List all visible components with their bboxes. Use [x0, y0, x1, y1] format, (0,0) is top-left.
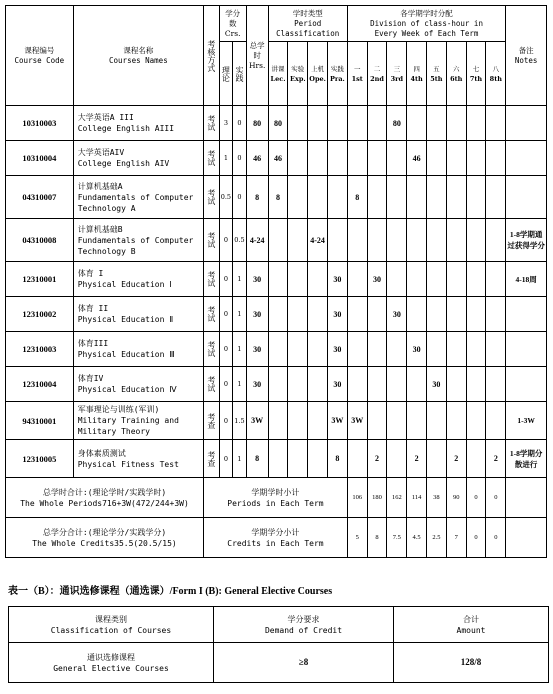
exp-hours: [288, 297, 308, 332]
exam-type: [204, 367, 220, 402]
course-row: [6, 440, 547, 478]
term-1-hours: [347, 297, 367, 332]
course-name-cn: 体育 II: [77, 304, 109, 313]
periods-term-6: 90: [446, 478, 466, 518]
course-note: 4-18周: [506, 262, 547, 297]
lec-hours: [268, 332, 288, 367]
course-name-en: Physical Fitness Test: [77, 459, 179, 469]
pra-hours: 3W: [328, 402, 348, 440]
course-name-cn: 大学英语AIV: [77, 148, 125, 157]
header-exam-type: 考核方式: [204, 6, 220, 106]
ope-hours: [308, 402, 328, 440]
credits-term-6: 7: [446, 518, 466, 558]
header-term-6: 六 6th: [446, 42, 466, 106]
lec-hours: 8: [268, 176, 288, 219]
required-courses-table: [5, 5, 547, 558]
pra-hours: 30: [328, 332, 348, 367]
periods-term-5: 38: [427, 478, 447, 518]
term-3-hours: [387, 141, 407, 176]
course-name-en: Fundamentals of Computer Technology B: [77, 235, 194, 256]
header-term-1: 一 1st: [347, 42, 367, 106]
total-hours: 30: [246, 262, 268, 297]
term-4-hours: [407, 367, 427, 402]
course-note: 1-8学期分散进行: [506, 440, 547, 478]
term-7-hours: [466, 176, 486, 219]
exp-hours: [288, 262, 308, 297]
course-code: 10310003: [6, 106, 74, 141]
term-8-hours: [486, 297, 506, 332]
term-6-hours: [446, 297, 466, 332]
course-row: [6, 141, 547, 176]
practice-credit: 1.5: [233, 402, 247, 440]
exam-type: [204, 176, 220, 219]
term-6-hours: 2: [446, 440, 466, 478]
header-theory: 理论: [219, 42, 233, 106]
credits-term-1: 5: [347, 518, 367, 558]
elective-header-amount: 合计 Amount: [394, 607, 549, 643]
term-7-hours: [466, 262, 486, 297]
exam-type: [204, 219, 220, 262]
course-note: [506, 332, 547, 367]
course-name-cn: 计算机基础A: [77, 181, 123, 191]
term-2-hours: [367, 367, 387, 402]
course-name: [73, 440, 203, 478]
pra-hours: [328, 176, 348, 219]
total-hours: 8: [246, 440, 268, 478]
ope-hours: 4-24: [308, 219, 328, 262]
term-8-hours: [486, 176, 506, 219]
term-8-hours: [486, 402, 506, 440]
total-hours: 4-24: [246, 219, 268, 262]
term-7-hours: [466, 219, 486, 262]
header-term-5: 五 5th: [427, 42, 447, 106]
term-5-hours: [427, 332, 447, 367]
term-5-hours: [427, 176, 447, 219]
course-name: [73, 176, 203, 219]
credits-term-7: 0: [466, 518, 486, 558]
exp-hours: [288, 440, 308, 478]
practice-credit: 0: [233, 176, 247, 219]
course-name-en: College English AIV: [77, 159, 170, 168]
course-name-cn: 体育IV: [77, 374, 104, 383]
course-name: [73, 367, 203, 402]
periods-term-1: 106: [347, 478, 367, 518]
exp-hours: [288, 332, 308, 367]
term-6-hours: [446, 176, 466, 219]
elective-caption: 表一（B）：通识选修课程（通选课）/Form I (B): General Elective Courses: [8, 586, 333, 597]
course-note: 1-8学期通过获得学分: [506, 219, 547, 262]
header-notes: 备注 Notes: [506, 6, 547, 106]
term-6-hours: [446, 262, 466, 297]
elective-header-demand: 学分要求 Demand of Credit: [214, 607, 394, 643]
exam-type-text: 考试: [206, 189, 216, 205]
term-3-hours: [387, 402, 407, 440]
term-7-hours: [466, 106, 486, 141]
term-2-hours: [367, 219, 387, 262]
course-note: [506, 297, 547, 332]
pra-hours: 30: [328, 297, 348, 332]
theory-credit: 0: [219, 402, 233, 440]
course-note: [506, 367, 547, 402]
elective-amount: 128/8: [394, 643, 549, 683]
term-7-hours: [466, 332, 486, 367]
course-row: [6, 262, 547, 297]
term-4-hours: [407, 297, 427, 332]
ope-hours: [308, 367, 328, 402]
header-term-7: 七 7th: [466, 42, 486, 106]
theory-credit: 0.5: [219, 176, 233, 219]
theory-credit: 0: [219, 219, 233, 262]
total-credits-label: 总学分合计:(理论学分/实践学分) The Whole Credits35.5(20.5/15): [6, 518, 204, 558]
total-hours: 30: [246, 367, 268, 402]
pra-hours: 30: [328, 367, 348, 402]
course-name-en: Physical Education Ⅰ: [77, 280, 172, 289]
credits-term-4: 4.5: [407, 518, 427, 558]
header-ope: 上机 Ope.: [308, 42, 328, 106]
total-hours: 46: [246, 141, 268, 176]
term-5-hours: 30: [427, 367, 447, 402]
lec-hours: 46: [268, 141, 288, 176]
elective-header-classification: 课程类别 Classification of Courses: [9, 607, 214, 643]
pra-hours: [328, 219, 348, 262]
course-row: [6, 402, 547, 440]
credits-each-term-label: 学期学分小计 Credits in Each Term: [204, 518, 348, 558]
term-8-hours: [486, 219, 506, 262]
pra-hours: 30: [328, 262, 348, 297]
total-hours: 30: [246, 297, 268, 332]
exp-hours: [288, 367, 308, 402]
exam-type-text: 考试: [206, 150, 216, 166]
term-4-hours: [407, 262, 427, 297]
total-hours-row: [6, 478, 547, 518]
exp-hours: [288, 141, 308, 176]
term-2-hours: [367, 106, 387, 141]
elective-classification: 通识选修课程 General Elective Courses: [9, 643, 214, 683]
term-1-hours: 8: [347, 176, 367, 219]
theory-credit: 3: [219, 106, 233, 141]
course-name-en: Fundamentals of Computer Technology A: [77, 192, 194, 213]
term-8-hours: [486, 367, 506, 402]
term-1-hours: [347, 141, 367, 176]
term-1-hours: [347, 106, 367, 141]
exam-type-text: 考试: [206, 306, 216, 322]
total-hours: 8: [246, 176, 268, 219]
exam-type-text: 考试: [206, 271, 216, 287]
term-5-hours: [427, 297, 447, 332]
course-name-cn: 军事理论与训练(军训): [77, 405, 160, 414]
term-1-hours: [347, 367, 367, 402]
theory-credit: 0: [219, 367, 233, 402]
term-1-hours: [347, 440, 367, 478]
term-5-hours: [427, 262, 447, 297]
practice-credit: 1: [233, 440, 247, 478]
course-note: 1-3W: [506, 402, 547, 440]
term-6-hours: [446, 219, 466, 262]
course-row: [6, 176, 547, 219]
course-code: 12310001: [6, 262, 74, 297]
term-4-hours: 30: [407, 332, 427, 367]
term-4-hours: [407, 402, 427, 440]
total-hours: 30: [246, 332, 268, 367]
ope-hours: [308, 106, 328, 141]
periods-term-2: 180: [367, 478, 387, 518]
pra-hours: [328, 106, 348, 141]
term-3-hours: [387, 367, 407, 402]
ope-hours: [308, 440, 328, 478]
term-7-hours: [466, 440, 486, 478]
term-2-hours: [367, 176, 387, 219]
practice-credit: 1: [233, 297, 247, 332]
exam-type-text: 考试: [206, 232, 216, 248]
total-hours-label: 总学时合计:(理论学时/实践学时) The Whole Periods716+3W(472/244+3W): [6, 478, 204, 518]
course-note: [506, 176, 547, 219]
term-7-hours: [466, 141, 486, 176]
exp-hours: [288, 106, 308, 141]
exp-hours: [288, 402, 308, 440]
ope-hours: [308, 176, 328, 219]
course-note: [506, 141, 547, 176]
course-name: [73, 262, 203, 297]
exam-type-text: 考查: [206, 412, 216, 429]
term-6-hours: [446, 402, 466, 440]
exam-type-text: 考试: [206, 376, 216, 392]
exam-type: [204, 402, 220, 440]
periods-term-8: 0: [486, 478, 506, 518]
term-4-hours: [407, 176, 427, 219]
course-name-en: Physical Education Ⅳ: [77, 385, 177, 394]
term-3-hours: [387, 219, 407, 262]
ope-hours: [308, 332, 328, 367]
header-term-8: 八 8th: [486, 42, 506, 106]
practice-credit: 1: [233, 332, 247, 367]
course-name-en: Military Training and Military Theory: [77, 416, 179, 436]
header-practice: 实践: [233, 42, 247, 106]
term-8-hours: [486, 106, 506, 141]
lec-hours: [268, 262, 288, 297]
term-6-hours: [446, 367, 466, 402]
practice-credit: 0: [233, 106, 247, 141]
term-3-hours: [387, 262, 407, 297]
course-code: 04310007: [6, 176, 74, 219]
pra-hours: 8: [328, 440, 348, 478]
term-8-hours: 2: [486, 440, 506, 478]
exam-type-text: 考试: [206, 341, 216, 357]
term-7-hours: [466, 297, 486, 332]
header-course-code: 课程编号 Course Code: [6, 6, 74, 106]
periods-term-4: 114: [407, 478, 427, 518]
theory-credit: 0: [219, 297, 233, 332]
term-2-hours: 2: [367, 440, 387, 478]
course-name-cn: 身体素质测试: [77, 448, 126, 458]
term-2-hours: 30: [367, 262, 387, 297]
course-name-cn: 体育 I: [77, 269, 104, 278]
course-name: [73, 141, 203, 176]
term-4-hours: [407, 219, 427, 262]
course-name: [73, 297, 203, 332]
term-3-hours: 30: [387, 297, 407, 332]
term-5-hours: [427, 219, 447, 262]
course-name: [73, 106, 203, 141]
course-code: 04310008: [6, 219, 74, 262]
exam-type: [204, 297, 220, 332]
header-lec: 讲课 Lec.: [268, 42, 288, 106]
ope-hours: [308, 141, 328, 176]
periods-note: [506, 478, 547, 518]
course-code: 94310001: [6, 402, 74, 440]
course-code: 12310004: [6, 367, 74, 402]
exam-type: [204, 106, 220, 141]
term-7-hours: [466, 367, 486, 402]
exam-type: [204, 332, 220, 367]
credits-term-8: 0: [486, 518, 506, 558]
exp-hours: [288, 176, 308, 219]
course-row: [6, 367, 547, 402]
lec-hours: [268, 297, 288, 332]
course-row: [6, 106, 547, 141]
term-3-hours: [387, 332, 407, 367]
header-exp: 实验 Exp.: [288, 42, 308, 106]
periods-term-7: 0: [466, 478, 486, 518]
course-name-cn: 大学英语A III: [77, 113, 134, 122]
credits-term-3: 7.5: [387, 518, 407, 558]
total-hours: 80: [246, 106, 268, 141]
practice-credit: 1: [233, 262, 247, 297]
course-code: 12310002: [6, 297, 74, 332]
term-7-hours: [466, 402, 486, 440]
credits-term-2: 8: [367, 518, 387, 558]
theory-credit: 0: [219, 332, 233, 367]
term-6-hours: [446, 332, 466, 367]
ope-hours: [308, 297, 328, 332]
term-5-hours: [427, 141, 447, 176]
elective-demand: ≥8: [214, 643, 394, 683]
course-row: [6, 219, 547, 262]
total-hours: 3W: [246, 402, 268, 440]
course-name-en: Physical Education Ⅲ: [77, 350, 175, 359]
theory-credit: 0: [219, 262, 233, 297]
practice-credit: 1: [233, 367, 247, 402]
header-division: 各学期学时分配 Division of class-hour in Every Week of Each Term: [347, 6, 505, 42]
term-5-hours: [427, 402, 447, 440]
header-course-name: 课程名称 Courses Names: [73, 6, 203, 106]
exam-type: [204, 440, 220, 478]
course-name-en: Physical Education Ⅱ: [77, 315, 174, 324]
term-8-hours: [486, 262, 506, 297]
course-name: [73, 332, 203, 367]
header-term-3: 三 3rd: [387, 42, 407, 106]
course-name-en: College English AIII: [77, 124, 175, 133]
term-2-hours: [367, 297, 387, 332]
course-row: [6, 332, 547, 367]
lec-hours: [268, 219, 288, 262]
term-1-hours: [347, 332, 367, 367]
theory-credit: 0: [219, 440, 233, 478]
term-6-hours: [446, 106, 466, 141]
theory-credit: 1: [219, 141, 233, 176]
term-3-hours: [387, 176, 407, 219]
header-term-4: 四 4th: [407, 42, 427, 106]
term-1-hours: [347, 262, 367, 297]
total-credits-row: [6, 518, 547, 558]
periods-term-3: 162: [387, 478, 407, 518]
term-4-hours: 46: [407, 141, 427, 176]
header-total-hours: 总学 时 Hrs.: [246, 6, 268, 106]
ope-hours: [308, 262, 328, 297]
term-3-hours: 80: [387, 106, 407, 141]
course-name: [73, 219, 203, 262]
term-6-hours: [446, 141, 466, 176]
term-5-hours: [427, 106, 447, 141]
lec-hours: [268, 367, 288, 402]
term-2-hours: [367, 332, 387, 367]
practice-credit: 0: [233, 141, 247, 176]
course-code: 12310005: [6, 440, 74, 478]
course-name-cn: 体育III: [77, 339, 109, 348]
term-1-hours: 3W: [347, 402, 367, 440]
elective-courses-table: [8, 606, 549, 683]
exam-type: [204, 141, 220, 176]
lec-hours: [268, 440, 288, 478]
term-4-hours: [407, 106, 427, 141]
exam-type-text: 考查: [206, 450, 216, 467]
term-8-hours: [486, 141, 506, 176]
exam-type: [204, 262, 220, 297]
course-note: [506, 106, 547, 141]
credits-note: [506, 518, 547, 558]
term-2-hours: [367, 141, 387, 176]
header-pra: 实践 Pra.: [328, 42, 348, 106]
course-code: 10310004: [6, 141, 74, 176]
term-5-hours: [427, 440, 447, 478]
pra-hours: [328, 141, 348, 176]
course-code: 12310003: [6, 332, 74, 367]
course-name-cn: 计算机基础B: [77, 224, 123, 234]
lec-hours: 80: [268, 106, 288, 141]
header-term-2: 二 2nd: [367, 42, 387, 106]
credits-term-5: 2.5: [427, 518, 447, 558]
term-8-hours: [486, 332, 506, 367]
practice-credit: 0.5: [233, 219, 247, 262]
exp-hours: [288, 219, 308, 262]
term-3-hours: [387, 440, 407, 478]
term-2-hours: [367, 402, 387, 440]
periods-each-term-label: 学期学时小计 Periods in Each Term: [204, 478, 348, 518]
term-1-hours: [347, 219, 367, 262]
course-row: [6, 297, 547, 332]
term-4-hours: 2: [407, 440, 427, 478]
header-period-classification: 学时类型 Period Classification: [268, 6, 347, 42]
lec-hours: [268, 402, 288, 440]
header-credits: 学分 数 Crs.: [219, 6, 246, 42]
course-name: [73, 402, 203, 440]
exam-type-text: 考试: [206, 115, 216, 131]
